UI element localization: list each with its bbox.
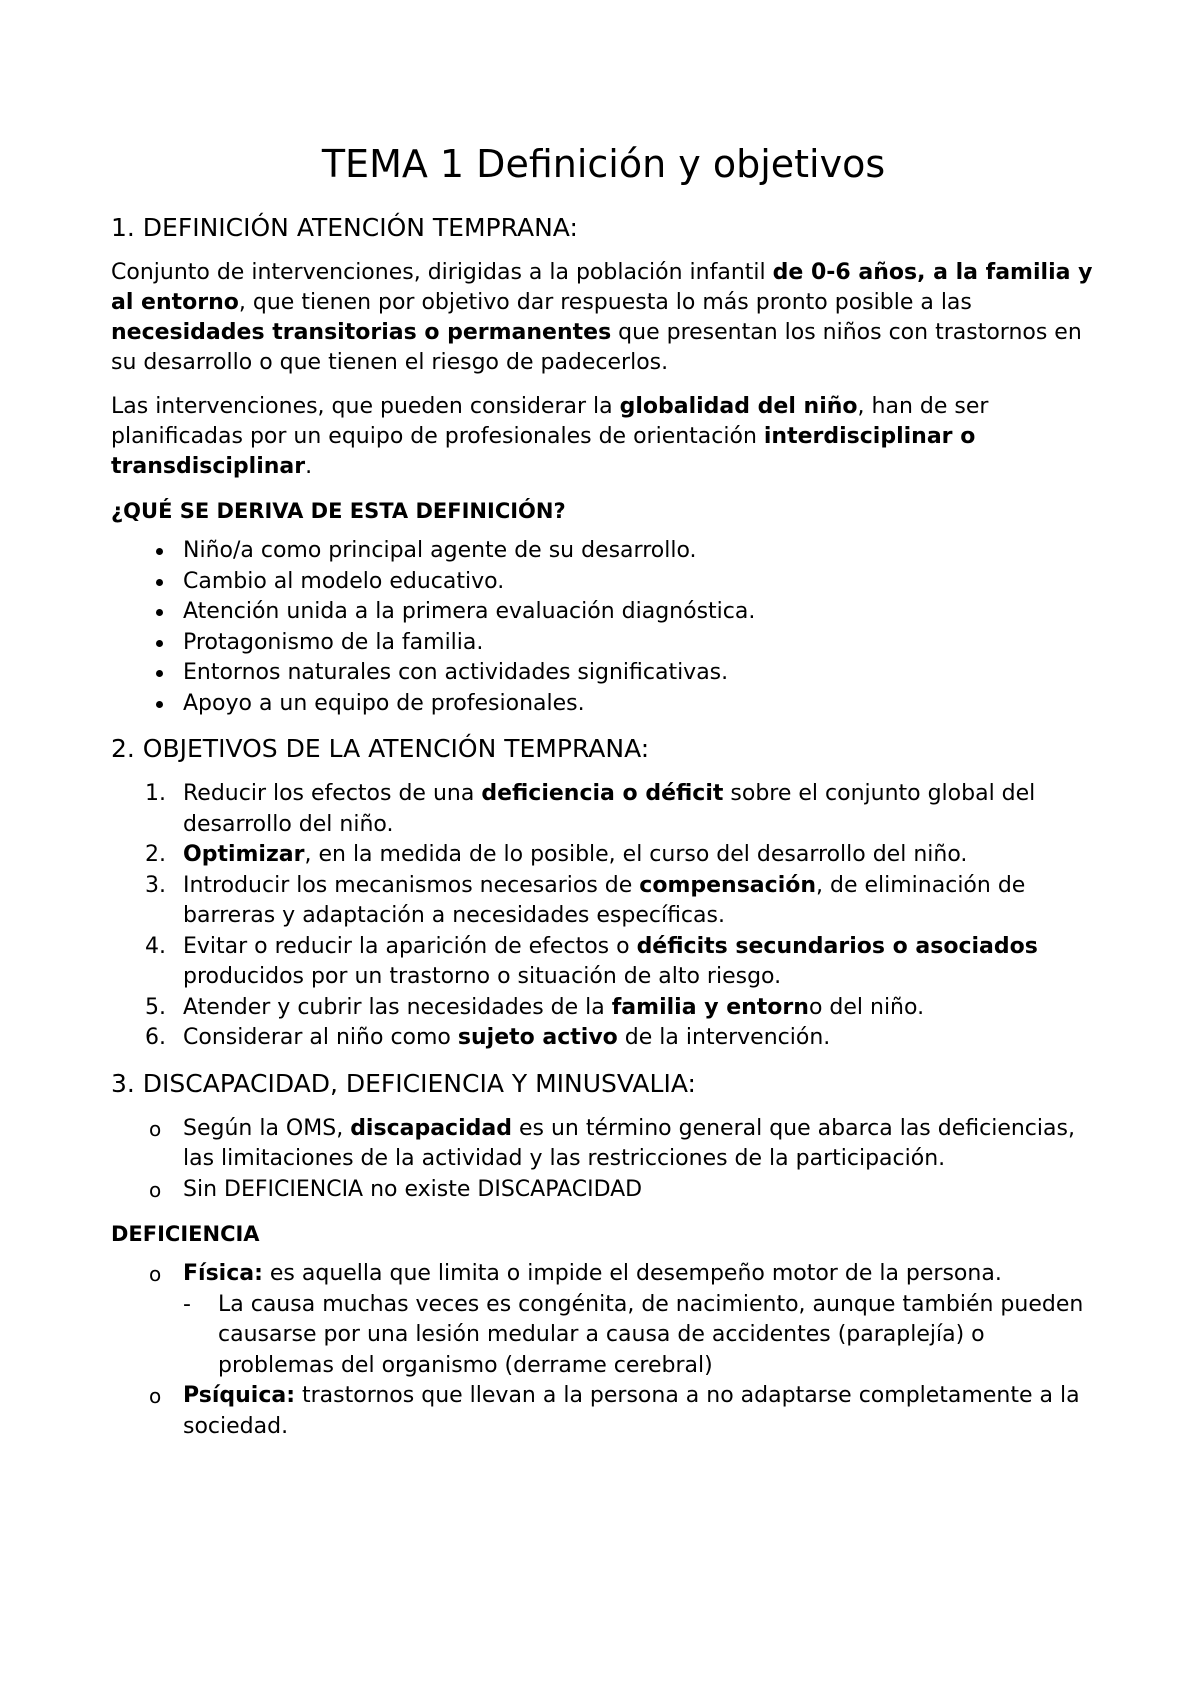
bold-text: interdisciplinar o transdisciplinar bbox=[111, 424, 976, 479]
text-run: Considerar al niño como bbox=[183, 1025, 458, 1050]
list-item bbox=[111, 840, 1096, 871]
text-run: Las intervenciones, que pueden considerar la bbox=[111, 394, 620, 419]
text-run: que presentan los niños con trastornos en su desarrollo o que tienen el riesgo de padecerlos. bbox=[111, 320, 1082, 375]
list-item bbox=[111, 932, 1096, 993]
dash-bullet-icon: - bbox=[183, 1291, 191, 1317]
list-item bbox=[111, 1381, 1096, 1442]
text-run: producidos por un trastorno o situación de alto riesgo. bbox=[183, 964, 782, 989]
document-title: TEMA 1 Definición y objetivos bbox=[321, 142, 886, 186]
bold-text: Física: bbox=[183, 1261, 263, 1286]
list-item: Apoyo a un equipo de profesionales. bbox=[111, 689, 1096, 720]
list-item bbox=[111, 1290, 1096, 1382]
list-item bbox=[111, 1023, 1096, 1054]
circle-bullet-icon: o bbox=[149, 1177, 162, 1202]
list-item-text bbox=[183, 1383, 1080, 1439]
list-number: 5. bbox=[145, 994, 166, 1020]
section1-heading: 1. DEFINICIÓN ATENCIÓN TEMPRANA: bbox=[111, 213, 578, 242]
list-number: 6. bbox=[145, 1025, 166, 1050]
bold-text: compensación bbox=[639, 872, 817, 898]
list-item-text: La causa muchas veces es congénita, de nacimiento, aunque también pueden causarse por una lesión medular a causa de accidentes (paraplejía) o problemas del organismo (derrame cerebral) bbox=[218, 1291, 1084, 1378]
list-item bbox=[111, 1290, 1096, 1382]
text-run: o del niño. bbox=[808, 994, 925, 1020]
text-run: sobre el conjunto global del desarrollo del niño. bbox=[183, 781, 1036, 837]
list-item: Cambio al modelo educativo. bbox=[111, 567, 1096, 598]
list-item: Protagonismo de la familia. bbox=[111, 628, 1096, 659]
text-run: , de eliminación de barreras y adaptación a necesidades específicas. bbox=[183, 872, 1026, 928]
circle-bullet-icon: o bbox=[149, 1116, 162, 1141]
text-run: Introducir los mecanismos necesarios de bbox=[183, 872, 640, 898]
list-number: 1. bbox=[145, 781, 166, 806]
list-number: 4. bbox=[145, 933, 166, 959]
list-item: Atención unida a la primera evaluación diagnóstica. bbox=[111, 597, 1096, 628]
circle-bullet-icon: o bbox=[149, 1262, 162, 1286]
deficiencia-sublist bbox=[111, 1290, 1096, 1382]
list-item-text bbox=[183, 1116, 1075, 1172]
deficiencia-heading: DEFICIENCIA bbox=[111, 1222, 260, 1246]
section2-numbered-list bbox=[111, 779, 1096, 1054]
list-item bbox=[111, 1259, 1096, 1290]
bold-text: Psíquica: bbox=[183, 1383, 296, 1408]
bold-text: deficiencia o déficit bbox=[481, 781, 724, 806]
list-item-text bbox=[183, 1177, 642, 1202]
list-item bbox=[111, 779, 1096, 840]
text-run: es un término general que abarca las deficiencias, las limitaciones de la actividad y las restricciones de la participación. bbox=[183, 1115, 1075, 1171]
section3-heading: 3. DISCAPACIDAD, DEFICIENCIA Y MINUSVALIA: bbox=[111, 1068, 696, 1098]
list-item-text bbox=[183, 873, 1025, 929]
list-item bbox=[111, 1114, 1096, 1175]
list-item-text bbox=[183, 781, 1035, 837]
section3-list bbox=[111, 1114, 1096, 1206]
list-item-text bbox=[183, 842, 967, 867]
deficiencia-list bbox=[111, 1259, 1096, 1442]
text-run: de la intervención. bbox=[617, 1025, 831, 1050]
list-item: Entornos naturales con actividades significativas. bbox=[111, 658, 1096, 689]
list-item-text bbox=[183, 995, 924, 1020]
bold-text: Optimizar bbox=[183, 842, 305, 867]
bold-text: discapacidad bbox=[350, 1115, 512, 1141]
list-item: Niño/a como principal agente de su desarrollo. bbox=[111, 536, 1096, 567]
list-item bbox=[111, 871, 1096, 932]
text-run: trastornos que llevan a la persona a no adaptarse completamente a la sociedad. bbox=[183, 1383, 1080, 1439]
list-item-text bbox=[183, 1025, 830, 1050]
text-run: , que tienen por objetivo dar respuesta lo más pronto posible a las bbox=[238, 290, 972, 315]
text-run: Reducir los efectos de una bbox=[183, 781, 482, 806]
bold-text: globalidad del niño bbox=[619, 394, 858, 419]
text-run: Sin DEFICIENCIA no existe DISCAPACIDAD bbox=[183, 1176, 643, 1202]
bold-text: necesidades transitorias o permanentes bbox=[111, 320, 612, 345]
list-number: 3. bbox=[145, 872, 166, 898]
text-run: , en la medida de lo posible, el curso del desarrollo del niño. bbox=[304, 842, 968, 867]
list-item-text bbox=[183, 1261, 1002, 1286]
list-item bbox=[111, 993, 1096, 1024]
text-run: Evitar o reducir la aparición de efectos o bbox=[183, 933, 637, 959]
list-number: 2. bbox=[145, 842, 166, 867]
bold-text: familia y entorn bbox=[611, 994, 809, 1020]
section1-bullet-list bbox=[111, 536, 1096, 719]
list-item-text bbox=[183, 934, 1038, 990]
text-run: Atender y cubrir las necesidades de la bbox=[183, 994, 612, 1020]
section2-heading: 2. OBJETIVOS DE LA ATENCIÓN TEMPRANA: bbox=[111, 734, 650, 763]
bold-text: déficits secundarios o asociados bbox=[636, 933, 1038, 959]
bold-text: sujeto activo bbox=[457, 1025, 618, 1050]
text-run: . bbox=[305, 454, 313, 479]
text-run: Conjunto de intervenciones, dirigidas a la población infantil bbox=[111, 260, 773, 285]
text-run: es aquella que limita o impide el desempeño motor de la persona. bbox=[262, 1261, 1002, 1286]
text-run: , han de ser planificadas por un equipo de profesionales de orientación bbox=[111, 394, 989, 449]
circle-bullet-icon: o bbox=[149, 1384, 162, 1408]
list-item bbox=[111, 1175, 1096, 1206]
bold-text: de 0-6 años, a la familia y al entorno bbox=[111, 260, 1093, 315]
section1-paragraph-1 bbox=[111, 258, 1096, 378]
text-run: Según la OMS, bbox=[183, 1115, 351, 1141]
section1-paragraph-2 bbox=[111, 392, 1096, 482]
section1-question: ¿QUÉ SE DERIVA DE ESTA DEFINICIÓN? bbox=[111, 499, 566, 523]
document-page bbox=[111, 140, 1096, 1456]
